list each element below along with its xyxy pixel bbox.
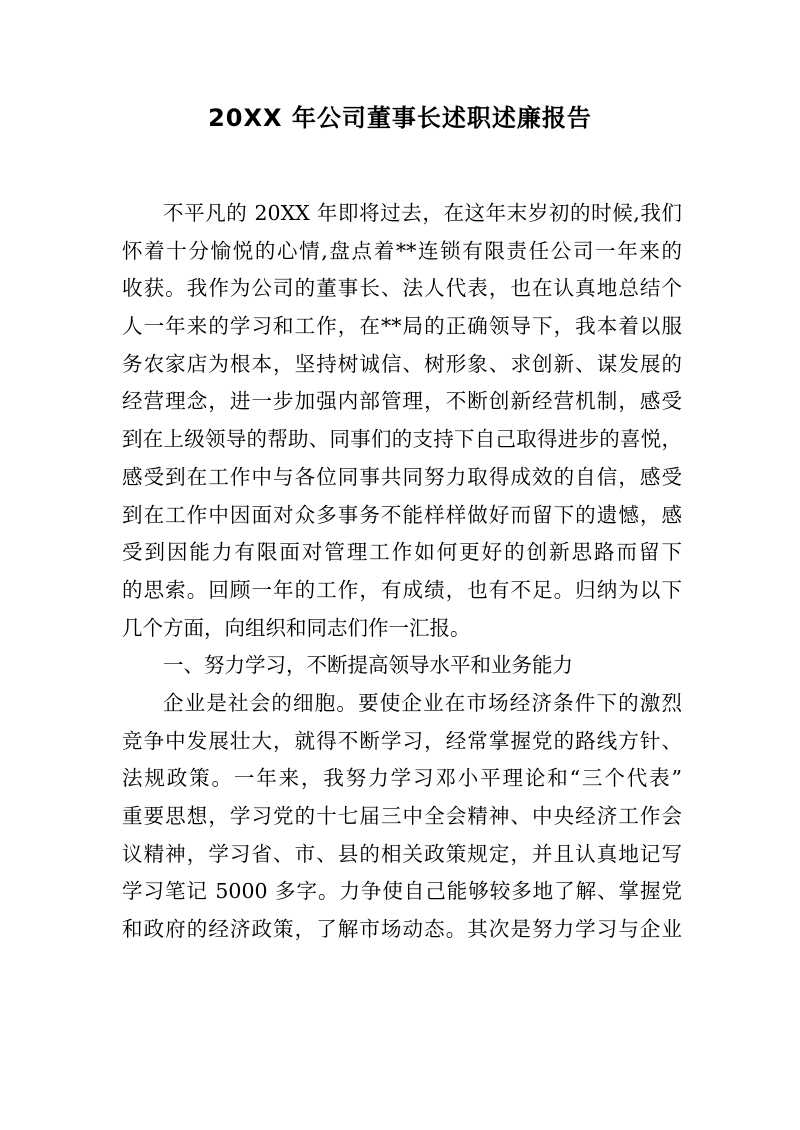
document-title: 20XX 年公司董事长述职述廉报告 xyxy=(208,104,592,132)
body-line: 怀着十分愉悦的心情,盘点着**连锁有限责任公司一年来的 xyxy=(122,238,682,263)
body-line: 感受到在工作中与各位同事共同努力取得成效的自信，感受 xyxy=(122,464,682,489)
body-line: 重要思想，学习党的十七届三中全会精神、中央经济工作会 xyxy=(122,804,682,828)
body-line: 的思索。回顾一年的工作，有成绩，也有不足。归纳为以下 xyxy=(122,577,682,602)
body-line: 务农家店为根本，坚持树诚信、树形象、求创新、谋发展的 xyxy=(122,351,682,376)
body-line: 受到因能力有限面对管理工作如何更好的创新思路而留下 xyxy=(122,540,682,565)
body-line: 到在上级领导的帮助、同事们的支持下自己取得进步的喜悦， xyxy=(122,427,682,452)
body-line: 到在工作中因面对众多事务不能样样做好而留下的遗憾，感 xyxy=(122,502,682,527)
document-body xyxy=(122,195,682,949)
body-line: 企业是社会的细胞。要使企业在市场经济条件下的激烈 xyxy=(163,690,682,715)
body-line: 竞争中发展壮大，就得不断学习，经常掌握党的路线方针、 xyxy=(122,728,682,753)
body-line: 学习笔记 5000 多字。力争使自己能够较多地了解、掌握党 xyxy=(122,879,682,904)
body-line: 经营理念，进一步加强内部管理，不断创新经营机制，感受 xyxy=(122,389,682,414)
body-line: 不平凡的 20XX 年即将过去，在这年末岁初的时候,我们 xyxy=(163,201,682,225)
body-line: 法规政策。一年来，我努力学习邓小平理论和“三个代表” xyxy=(122,766,682,791)
body-line: 收获。我作为公司的董事长、法人代表，也在认真地总结个 xyxy=(122,276,682,301)
body-line: 几个方面，向组织和同志们作一汇报。 xyxy=(122,615,471,640)
body-line: 议精神，学习省、市、县的相关政策规定，并且认真地记写 xyxy=(122,841,682,866)
body-line: 人一年来的学习和工作，在**局的正确领导下，我本着以服 xyxy=(122,314,682,339)
section-heading: 一、努力学习，不断提高领导水平和业务能力 xyxy=(163,653,573,678)
body-line: 和政府的经济政策，了解市场动态。其次是努力学习与企业 xyxy=(122,917,682,942)
